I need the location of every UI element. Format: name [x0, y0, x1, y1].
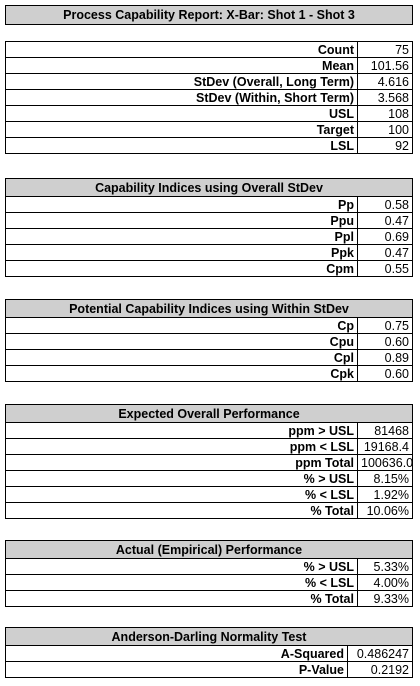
row-value: 0.60 — [357, 334, 412, 350]
overall-indices-section — [5, 178, 413, 277]
table-row — [6, 366, 413, 382]
section-header: Potential Capability Indices using Within StDev — [6, 300, 413, 318]
row-label: Cpl — [6, 350, 358, 366]
table-row — [6, 138, 413, 154]
row-label: LSL — [6, 138, 358, 154]
overall-indices-table — [5, 178, 413, 277]
row-label: % > USL — [6, 559, 358, 575]
normality-test-section — [5, 627, 413, 678]
row-value: 0.486247 — [348, 646, 413, 662]
row-label: USL — [6, 106, 358, 122]
table-row — [6, 261, 413, 277]
table-row — [6, 439, 413, 455]
row-value: 4.00% — [357, 575, 412, 591]
row-value: 0.75 — [357, 318, 412, 334]
table-row — [6, 229, 413, 245]
row-label: ppm Total — [6, 455, 358, 471]
row-value: 0.60 — [357, 366, 412, 382]
section-header: Expected Overall Performance — [6, 405, 413, 423]
actual-performance-table — [5, 540, 413, 607]
row-label: Cpk — [6, 366, 358, 382]
expected-performance-section — [5, 404, 413, 519]
row-label: % < LSL — [6, 575, 358, 591]
row-value: 75 — [358, 42, 413, 58]
row-label: Mean — [6, 58, 358, 74]
row-value: 0.2192 — [348, 662, 413, 678]
summary-section — [5, 41, 413, 154]
row-value: 108 — [358, 106, 413, 122]
row-label: % > USL — [6, 471, 358, 487]
table-row — [6, 213, 413, 229]
section-header: Anderson-Darling Normality Test — [6, 628, 413, 646]
table-row — [6, 318, 413, 334]
table-row — [6, 245, 413, 261]
within-indices-section — [5, 299, 413, 382]
row-value: 3.568 — [358, 90, 413, 106]
row-label: ppm > USL — [6, 423, 358, 439]
row-value: 5.33% — [357, 559, 412, 575]
row-label: Ppl — [6, 229, 358, 245]
table-row — [6, 471, 413, 487]
table-row — [6, 662, 413, 678]
within-indices-table — [5, 299, 413, 382]
row-label: A-Squared — [6, 646, 348, 662]
row-value: 19168.4 — [358, 439, 413, 455]
table-row — [6, 423, 413, 439]
table-row — [6, 42, 413, 58]
row-label: StDev (Within, Short Term) — [6, 90, 358, 106]
table-row — [6, 350, 413, 366]
row-value: 9.33% — [357, 591, 412, 607]
table-row — [6, 106, 413, 122]
row-value: 0.89 — [357, 350, 412, 366]
row-value: 100 — [358, 122, 413, 138]
section-header: Capability Indices using Overall StDev — [6, 179, 413, 197]
row-label: Pp — [6, 197, 358, 213]
table-row — [6, 646, 413, 662]
row-value: 0.55 — [357, 261, 412, 277]
row-label: Cp — [6, 318, 358, 334]
table-row — [6, 503, 413, 519]
summary-table — [5, 41, 413, 154]
row-value: 0.58 — [357, 197, 412, 213]
table-row — [6, 197, 413, 213]
row-label: % Total — [6, 503, 358, 519]
row-value: 4.616 — [358, 74, 413, 90]
row-label: Count — [6, 42, 358, 58]
row-label: Target — [6, 122, 358, 138]
row-label: Cpu — [6, 334, 358, 350]
row-label: % < LSL — [6, 487, 358, 503]
normality-test-table — [5, 627, 413, 678]
row-label: % Total — [6, 591, 358, 607]
table-row — [6, 455, 413, 471]
row-label: Ppu — [6, 213, 358, 229]
table-row — [6, 58, 413, 74]
expected-performance-table — [5, 404, 413, 519]
row-label: Ppk — [6, 245, 358, 261]
row-label: P-Value — [6, 662, 348, 678]
table-row — [6, 90, 413, 106]
row-value: 101.56 — [358, 58, 413, 74]
row-value: 92 — [358, 138, 413, 154]
table-row — [6, 487, 413, 503]
row-value: 1.92% — [358, 487, 413, 503]
table-row — [6, 591, 413, 607]
section-header: Actual (Empirical) Performance — [6, 541, 413, 559]
table-row — [6, 559, 413, 575]
report-title: Process Capability Report: X-Bar: Shot 1 - Shot 3 — [5, 5, 413, 25]
row-label: Cpm — [6, 261, 358, 277]
row-value: 0.69 — [357, 229, 412, 245]
row-label: StDev (Overall, Long Term) — [6, 74, 358, 90]
row-value: 100636.0 — [358, 455, 413, 471]
actual-performance-section — [5, 540, 413, 607]
table-row — [6, 334, 413, 350]
row-value: 8.15% — [358, 471, 413, 487]
row-value: 10.06% — [358, 503, 413, 519]
row-value: 0.47 — [357, 245, 412, 261]
table-row — [6, 122, 413, 138]
table-row — [6, 74, 413, 90]
row-label: ppm < LSL — [6, 439, 358, 455]
table-row — [6, 575, 413, 591]
row-value: 81468 — [358, 423, 413, 439]
row-value: 0.47 — [357, 213, 412, 229]
